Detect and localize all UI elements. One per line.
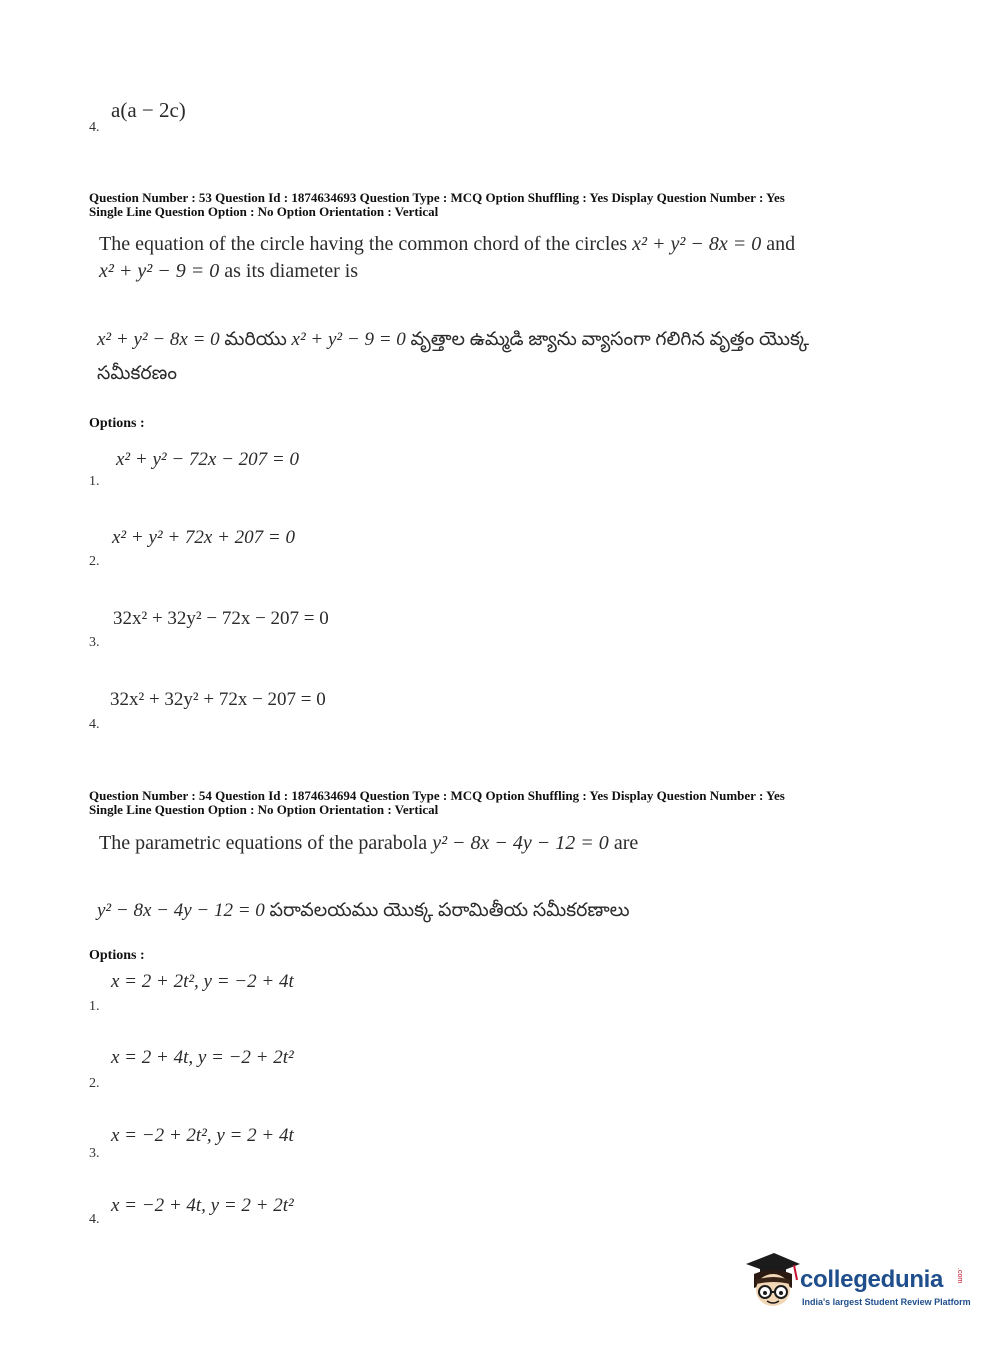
q53-option-4-number: 4. <box>89 717 100 732</box>
q53-english-line-1 <box>99 231 889 258</box>
q54-option-3-number: 3. <box>89 1146 100 1161</box>
mascot-icon <box>742 1250 802 1312</box>
q53-option-1-expression: x² + y² − 72x − 207 = 0 <box>116 449 299 470</box>
q53-telugu-equation-2: x² + y² − 9 = 0 <box>291 329 406 350</box>
logo-wordmark: collegedunia <box>800 1266 944 1293</box>
q54-option-1-expression: x = 2 + 2t², y = −2 + 4t <box>111 971 294 992</box>
q54-option-1-number: 1. <box>89 999 100 1014</box>
q54-english-equation: y² − 8x − 4y − 12 = 0 <box>432 832 609 854</box>
q53-option-3-number: 3. <box>89 635 100 650</box>
q53-telugu-equation-1: x² + y² − 8x = 0 <box>97 329 220 350</box>
q54-meta-line-1: Question Number : 54 Question Id : 1874634694 Question Type : MCQ Option Shuffling : Yes Display Question Number : Yes <box>89 788 785 803</box>
q53-english-line-1-equation: x² + y² − 8x = 0 <box>632 233 762 255</box>
q54-telugu-equation: y² − 8x − 4y − 12 = 0 <box>97 900 265 921</box>
q53-option-1-number: 1. <box>89 474 100 489</box>
q53-english-line-2 <box>99 258 889 285</box>
q53-meta-line-1: Question Number : 53 Question Id : 1874634693 Question Type : MCQ Option Shuffling : Yes Display Question Number : Yes <box>89 190 785 205</box>
q53-telugu-text <box>97 325 897 389</box>
q53-option-2-number: 2. <box>89 554 100 569</box>
q54-meta-line-2: Single Line Question Option : No Option Orientation : Vertical <box>89 802 439 817</box>
q54-telugu-text <box>97 896 630 926</box>
q54-english-text-end: are <box>608 832 639 854</box>
q53-meta-line-2: Single Line Question Option : No Option Orientation : Vertical <box>89 204 439 219</box>
prev-option-4-number: 4. <box>89 120 100 135</box>
q53-english-line-1-text: The equation of the circle having the common chord of the circles <box>99 233 633 255</box>
q53-telugu-conjunction: మరియు <box>219 329 292 350</box>
q53-option-3-expression: 32x² + 32y² − 72x − 207 = 0 <box>113 608 329 629</box>
q54-english-text-start: The parametric equations of the parabola <box>99 832 433 854</box>
logo-dotcom: .com <box>956 1268 963 1284</box>
q53-options-label: Options : <box>89 416 145 431</box>
q54-telugu-text-rest: పరావలయము యొక్క పరామితీయ సమీకరణాలు <box>264 900 630 921</box>
q54-option-2-number: 2. <box>89 1076 100 1091</box>
q54-option-4-expression: x = −2 + 4t, y = 2 + 2t² <box>111 1195 294 1216</box>
q53-telugu-line-1 <box>97 325 897 355</box>
q54-option-4-number: 4. <box>89 1212 100 1227</box>
logo-tagline: India's largest Student Review Platform <box>802 1297 971 1307</box>
q53-english-text <box>99 231 889 285</box>
q53-telugu-line-2: సమీకరణం <box>97 363 177 384</box>
q53-english-line-2-equation: x² + y² − 9 = 0 <box>99 260 220 282</box>
prev-option-4-expression: a(a − 2c) <box>111 98 186 122</box>
q53-option-2-expression: x² + y² + 72x + 207 = 0 <box>112 527 295 548</box>
q53-telugu-line-1-text: వృత్తాల ఉమ్మడి జ్యాను వ్యాసంగా గలిగిన వృత్తం యొక్క <box>405 329 810 350</box>
q54-options-label: Options : <box>89 948 145 963</box>
q54-option-3-expression: x = −2 + 2t², y = 2 + 4t <box>111 1125 294 1146</box>
q54-option-2-expression: x = 2 + 4t, y = −2 + 2t² <box>111 1047 294 1068</box>
q54-english-text <box>99 830 638 857</box>
q53-option-4-expression: 32x² + 32y² + 72x − 207 = 0 <box>110 689 326 710</box>
collegedunia-logo <box>742 1250 972 1320</box>
q53-english-line-1-end: and <box>761 233 796 255</box>
q53-english-line-2-text: as its diameter is <box>219 260 359 282</box>
